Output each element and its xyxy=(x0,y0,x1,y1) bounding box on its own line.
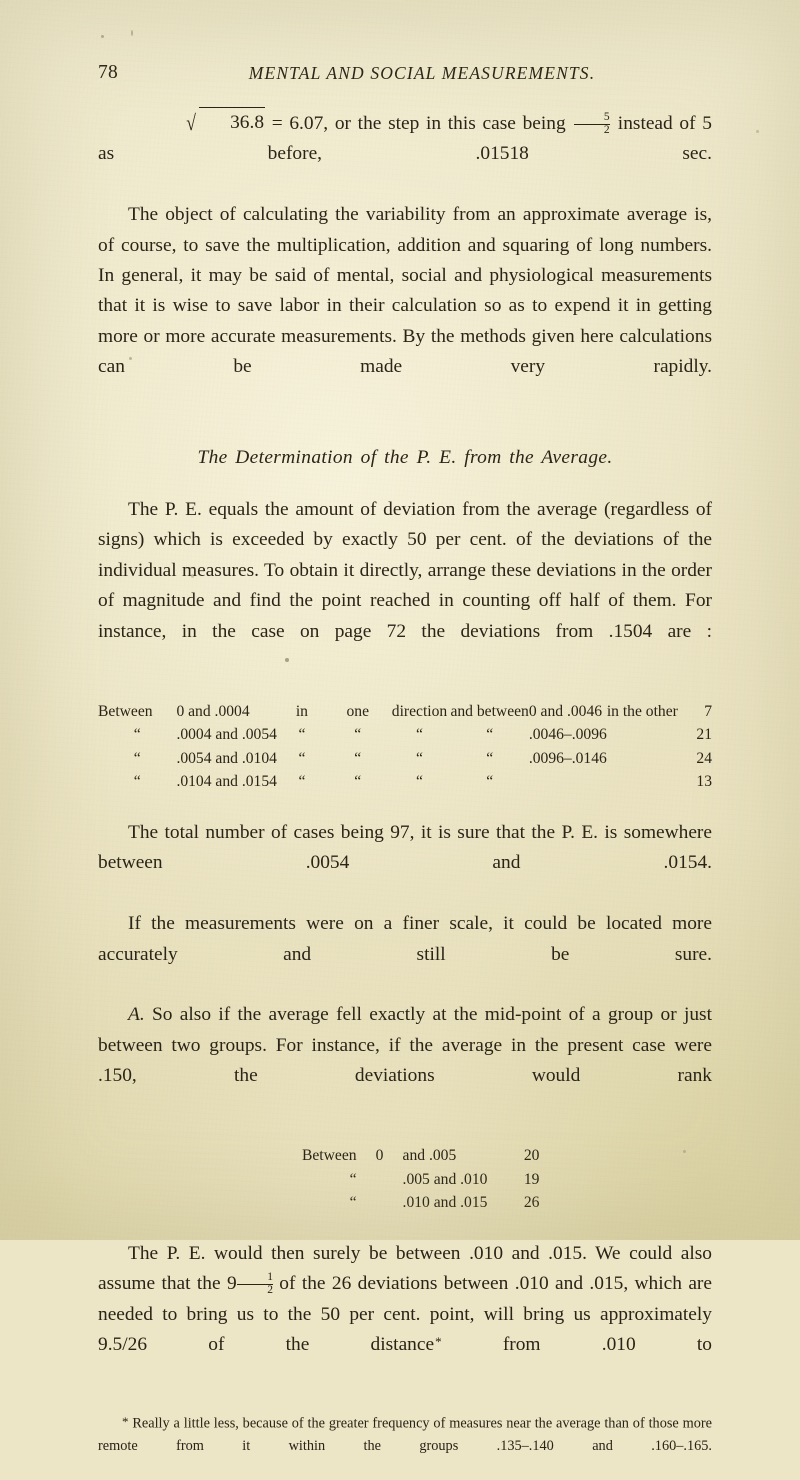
pe-conclusion-part-c: from .010 to xyxy=(441,1333,712,1355)
pe-conclusion-part-b: of the 26 deviations between .010 and .015, which are needed to bring us to the 50 per cent. point, will bring us approximately 9.5/26 of the distance xyxy=(98,1273,712,1355)
row-mid-3: direction xyxy=(391,702,448,720)
row-lead: Between xyxy=(301,1146,357,1164)
sqrt-result-text: = 6.07, or the step in this case being xyxy=(265,113,573,134)
row-mid-4: “ xyxy=(486,749,494,767)
row-mid-3: “ xyxy=(416,773,423,791)
row-tail: in the other xyxy=(606,702,678,720)
square-root-expression xyxy=(128,108,265,139)
row-mid-1: “ xyxy=(298,749,306,767)
deviation-distribution-table xyxy=(98,700,712,794)
row-range-right xyxy=(529,770,607,794)
radical-sign: √ xyxy=(186,110,196,135)
row-mid-2: “ xyxy=(354,726,362,744)
table-row xyxy=(271,1191,540,1215)
mixed-whole: 9 xyxy=(226,1273,237,1295)
row-tail xyxy=(607,770,678,794)
row-lead: “ xyxy=(349,1170,357,1188)
row-count: 20 xyxy=(523,1146,540,1164)
row-lead: “ xyxy=(133,726,141,744)
row-mid-3: “ xyxy=(416,749,423,767)
row-count: 19 xyxy=(523,1170,540,1188)
table-row xyxy=(271,1168,540,1192)
row-lead: “ xyxy=(349,1194,357,1212)
fraction-denominator: 2 xyxy=(237,1284,273,1297)
row-range: and .005 xyxy=(402,1146,457,1164)
row-count: 7 xyxy=(704,702,712,720)
row-range-left: .0104 and .0154 xyxy=(176,773,277,791)
rank-distribution-table xyxy=(271,1144,540,1215)
footnote xyxy=(98,1411,712,1480)
row-range: .010 and .015 xyxy=(402,1194,488,1212)
row-mid-4: “ xyxy=(486,726,494,744)
paragraph-total-cases: The total number of cases being 97, it is sure that the P. E. is somewhere between .0054 and .0154. xyxy=(98,821,712,874)
row-mid-2: “ xyxy=(354,749,362,767)
fraction-numerator: 1 xyxy=(267,1270,273,1283)
row-count: 13 xyxy=(696,773,712,791)
footnote-marker: * xyxy=(122,1413,129,1429)
row-range: .005 and .010 xyxy=(402,1170,488,1188)
row-lead: Between xyxy=(98,702,153,720)
row-range-right: .0046–.0096 xyxy=(528,726,607,744)
fraction-five-halves xyxy=(574,112,610,137)
paragraph-finer-scale: If the measurements were on a finer scale, it could be located more accurately and still be sure. xyxy=(98,913,712,965)
pe-conclusion-part-a: The P. E. would then surely be between .010 and .015. We could also assume that the xyxy=(98,1242,712,1295)
table-row xyxy=(98,747,712,771)
paragraph-object-of-calculating: The object of calculating the variability from an approximate average is, of course, to save the multiplication, addition and squaring of long numbers. In general, it may be said of mental, social and physiological measurements that it is wise to save labor in their calculation so as to expend it in getting more or more accurate measurements. By the methods given here calculations can be made very rapidly. xyxy=(98,204,712,378)
row-range-left: 0 and .0004 xyxy=(176,702,250,720)
table-row xyxy=(98,723,712,747)
text-column xyxy=(98,0,712,1480)
paragraph-pe-conclusion xyxy=(98,1239,712,1391)
row-mid-1: “ xyxy=(298,726,306,744)
section-heading: The Determination of the P. E. from the Average. xyxy=(197,447,613,469)
paragraph-midpoint-case xyxy=(98,1000,712,1122)
mixed-fraction xyxy=(237,1272,273,1297)
paragraph-pe-definition: The P. E. equals the amount of deviation from the average (regardless of signs) which is exceeded by exactly 50 per cent. of the deviations of the individual measures. To obtain it directly, arrange these deviations in the order of magnitude and find the point reached in counting off half of them. For instance, in the case on page 72 the deviations from .1504 are : xyxy=(98,499,712,642)
paragraph-lead-letter: A. xyxy=(128,1004,145,1026)
sqrt-tail-text: instead of 5 as before, .01518 sec. xyxy=(98,113,712,165)
row-tail xyxy=(607,747,678,771)
row-lead: “ xyxy=(133,773,141,791)
paragraph-sqrt xyxy=(98,108,712,200)
row-mid-4: “ xyxy=(486,773,494,791)
table-row xyxy=(271,1144,540,1168)
row-range-right: .0096–.0146 xyxy=(528,749,607,767)
running-title: MENTAL AND SOCIAL MEASUREMENTS. xyxy=(248,63,596,83)
row-range-right: 0 and .0046 xyxy=(528,702,603,720)
mixed-number-nine-and-half xyxy=(226,1270,273,1297)
row-mid-1: “ xyxy=(298,773,306,791)
row-zero xyxy=(357,1191,403,1215)
fraction-denominator: 2 xyxy=(574,124,610,137)
row-range-left: .0004 and .0054 xyxy=(176,726,277,744)
row-count: 24 xyxy=(696,749,712,767)
row-mid-3: “ xyxy=(416,726,423,744)
radicand: 36.8 xyxy=(199,107,265,138)
row-mid-4: and between xyxy=(450,702,529,720)
fraction-numerator: 5 xyxy=(603,110,610,123)
row-zero xyxy=(357,1168,403,1192)
running-head xyxy=(98,62,712,92)
row-lead: “ xyxy=(133,749,141,767)
row-count: 26 xyxy=(523,1194,540,1212)
scan-speck xyxy=(756,130,759,133)
page-number: 78 xyxy=(98,62,119,83)
row-zero: 0 xyxy=(375,1146,384,1164)
footnote-reference-marker: * xyxy=(435,1333,442,1349)
row-tail xyxy=(607,723,678,747)
row-mid-2: one xyxy=(346,702,369,720)
table-row xyxy=(98,700,712,724)
row-range-left: .0054 and .0104 xyxy=(176,749,277,767)
footnote-text: Really a little less, because of the greater frequency of measures near the average than of those more remote from it within the groups .135–.140 and .160–.165. xyxy=(98,1415,712,1454)
row-mid-1: in xyxy=(295,702,308,720)
paragraph-midpoint-text: So also if the average fell exactly at the mid-point of a group or just between two groups. For instance, if the average in the present case were .150, the deviations would rank xyxy=(98,1004,712,1087)
row-mid-2: “ xyxy=(354,773,362,791)
table-row xyxy=(98,770,712,794)
row-count: 21 xyxy=(696,726,712,744)
